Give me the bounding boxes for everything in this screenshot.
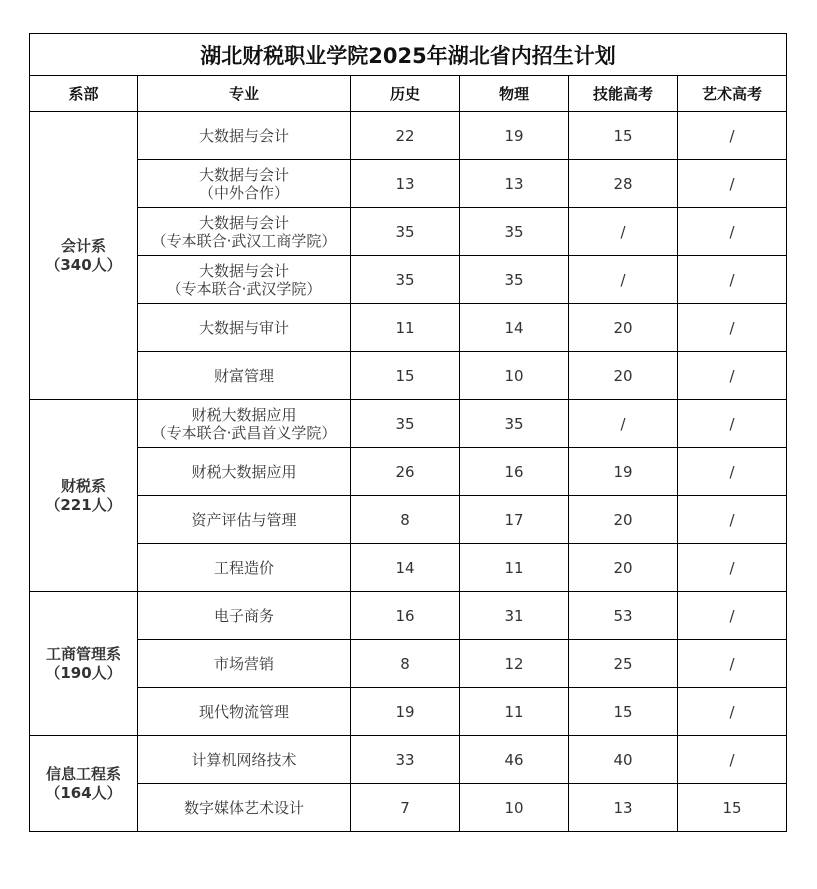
major-name: 现代物流管理 <box>198 702 289 721</box>
dept-name: 工商管理系 <box>45 644 121 663</box>
major-note: （专本联合·武昌首义学院） <box>151 423 337 442</box>
table-row <box>30 736 787 784</box>
history-quota-cell: 8 <box>351 640 460 688</box>
major-name: 大数据与会计 <box>198 165 289 184</box>
skills-quota-cell: 40 <box>569 736 678 784</box>
skills-quota-cell: 19 <box>569 448 678 496</box>
history-quota-cell: 15 <box>351 352 460 400</box>
physics-quota-cell: 35 <box>460 208 569 256</box>
skills-quota-cell: 25 <box>569 640 678 688</box>
physics-quota-cell: 10 <box>460 352 569 400</box>
history-quota-cell: 8 <box>351 496 460 544</box>
dept-name: 会计系 <box>60 236 106 255</box>
major-note: （专本联合·武汉工商学院） <box>151 231 337 250</box>
major-note: （专本联合·武汉学院） <box>166 279 322 298</box>
art-quota-cell: / <box>678 592 787 640</box>
dept-total: （221人） <box>45 495 122 514</box>
dept-cell <box>30 592 138 736</box>
skills-quota-cell: 20 <box>569 304 678 352</box>
history-quota-cell: 35 <box>351 208 460 256</box>
major-cell <box>138 352 351 400</box>
art-quota-cell: / <box>678 544 787 592</box>
art-quota-cell: / <box>678 688 787 736</box>
skills-quota-cell: 15 <box>569 688 678 736</box>
art-quota-cell: / <box>678 640 787 688</box>
skills-quota-cell: / <box>569 208 678 256</box>
history-quota-cell: 22 <box>351 112 460 160</box>
history-quota-cell: 33 <box>351 736 460 784</box>
skills-quota-cell: / <box>569 400 678 448</box>
dept-name: 财税系 <box>60 476 106 495</box>
table-row <box>30 592 787 640</box>
skills-quota-cell: 20 <box>569 544 678 592</box>
skills-quota-cell: / <box>569 256 678 304</box>
major-cell <box>138 592 351 640</box>
table-row <box>30 544 787 592</box>
history-quota-cell: 11 <box>351 304 460 352</box>
major-cell <box>138 256 351 304</box>
art-quota-cell: / <box>678 208 787 256</box>
physics-quota-cell: 19 <box>460 112 569 160</box>
major-cell <box>138 112 351 160</box>
table-row <box>30 448 787 496</box>
table-row <box>30 640 787 688</box>
dept-cell <box>30 112 138 400</box>
table-body <box>30 112 787 832</box>
major-name: 大数据与会计 <box>198 213 289 232</box>
major-name: 工程造价 <box>213 558 274 577</box>
art-quota-cell: / <box>678 352 787 400</box>
major-name: 大数据与会计 <box>198 126 289 145</box>
art-quota-cell: / <box>678 448 787 496</box>
dept-cell <box>30 736 138 832</box>
header-dept: 系部 <box>30 76 138 112</box>
dept-total: （190人） <box>45 663 122 682</box>
major-name: 计算机网络技术 <box>191 750 297 769</box>
major-cell <box>138 544 351 592</box>
art-quota-cell: / <box>678 496 787 544</box>
art-quota-cell: / <box>678 304 787 352</box>
table-row <box>30 352 787 400</box>
table-row <box>30 256 787 304</box>
major-name: 大数据与审计 <box>198 318 289 337</box>
physics-quota-cell: 31 <box>460 592 569 640</box>
skills-quota-cell: 15 <box>569 112 678 160</box>
history-quota-cell: 26 <box>351 448 460 496</box>
skills-quota-cell: 20 <box>569 496 678 544</box>
table-row <box>30 688 787 736</box>
dept-name: 信息工程系 <box>45 764 121 783</box>
major-cell <box>138 784 351 832</box>
dept-total: （340人） <box>45 255 122 274</box>
physics-quota-cell: 35 <box>460 256 569 304</box>
table-row <box>30 160 787 208</box>
header-art: 艺术高考 <box>678 76 787 112</box>
major-name: 财税大数据应用 <box>191 462 297 481</box>
major-name: 资产评估与管理 <box>191 510 297 529</box>
history-quota-cell: 35 <box>351 256 460 304</box>
physics-quota-cell: 11 <box>460 544 569 592</box>
physics-quota-cell: 46 <box>460 736 569 784</box>
major-name: 市场营销 <box>213 654 274 673</box>
table-row <box>30 784 787 832</box>
art-quota-cell: / <box>678 112 787 160</box>
skills-quota-cell: 20 <box>569 352 678 400</box>
history-quota-cell: 16 <box>351 592 460 640</box>
major-name: 财税大数据应用 <box>191 405 297 424</box>
major-cell <box>138 688 351 736</box>
major-name: 电子商务 <box>213 606 274 625</box>
table-row <box>30 112 787 160</box>
table-title: 湖北财税职业学院2025年湖北省内招生计划 <box>30 34 787 76</box>
major-cell <box>138 304 351 352</box>
physics-quota-cell: 11 <box>460 688 569 736</box>
history-quota-cell: 19 <box>351 688 460 736</box>
history-quota-cell: 14 <box>351 544 460 592</box>
major-cell <box>138 448 351 496</box>
header-major: 专业 <box>138 76 351 112</box>
table-row <box>30 400 787 448</box>
physics-quota-cell: 16 <box>460 448 569 496</box>
major-name: 数字媒体艺术设计 <box>183 798 304 817</box>
table-row <box>30 496 787 544</box>
art-quota-cell: / <box>678 160 787 208</box>
major-cell <box>138 208 351 256</box>
art-quota-cell: / <box>678 736 787 784</box>
history-quota-cell: 7 <box>351 784 460 832</box>
major-cell <box>138 160 351 208</box>
table-row <box>30 208 787 256</box>
header-physics: 物理 <box>460 76 569 112</box>
physics-quota-cell: 14 <box>460 304 569 352</box>
physics-quota-cell: 10 <box>460 784 569 832</box>
skills-quota-cell: 13 <box>569 784 678 832</box>
table-row <box>30 304 787 352</box>
major-name: 大数据与会计 <box>198 261 289 280</box>
physics-quota-cell: 17 <box>460 496 569 544</box>
art-quota-cell: / <box>678 256 787 304</box>
major-note: （中外合作） <box>198 183 289 202</box>
art-quota-cell: / <box>678 400 787 448</box>
major-cell <box>138 400 351 448</box>
physics-quota-cell: 13 <box>460 160 569 208</box>
physics-quota-cell: 12 <box>460 640 569 688</box>
skills-quota-cell: 53 <box>569 592 678 640</box>
major-cell <box>138 640 351 688</box>
dept-cell <box>30 400 138 592</box>
skills-quota-cell: 28 <box>569 160 678 208</box>
history-quota-cell: 13 <box>351 160 460 208</box>
header-skills: 技能高考 <box>569 76 678 112</box>
dept-total: （164人） <box>45 783 122 802</box>
major-cell <box>138 496 351 544</box>
history-quota-cell: 35 <box>351 400 460 448</box>
header-history: 历史 <box>351 76 460 112</box>
enrollment-plan-table <box>29 33 787 832</box>
major-cell <box>138 736 351 784</box>
major-name: 财富管理 <box>213 366 274 385</box>
physics-quota-cell: 35 <box>460 400 569 448</box>
art-quota-cell: 15 <box>678 784 787 832</box>
